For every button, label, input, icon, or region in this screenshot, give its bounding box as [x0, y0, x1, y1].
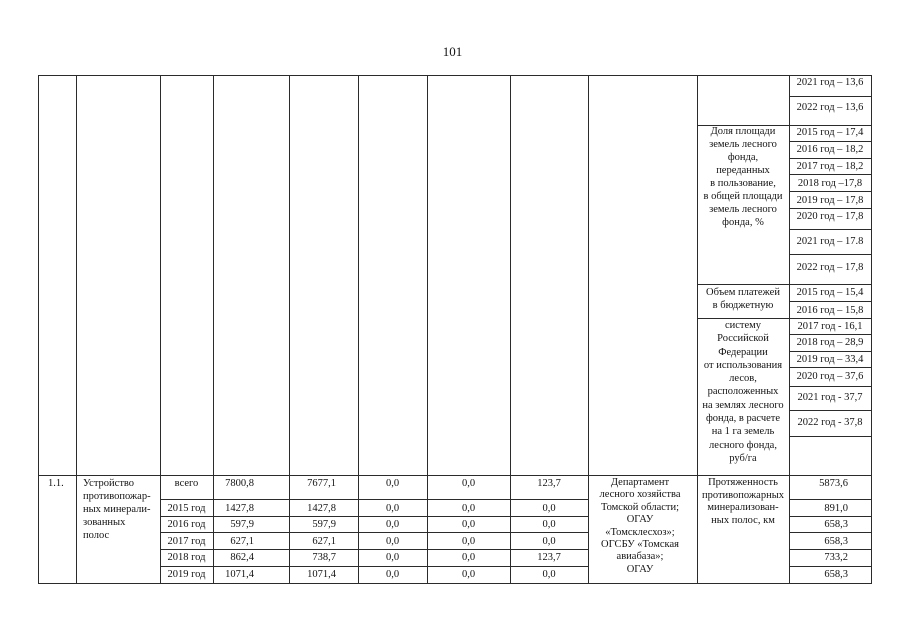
indicator-value: 2019 год – 33,4	[796, 354, 864, 365]
table-rule-horizontal	[789, 436, 872, 437]
table-cell-value: 0,0	[385, 503, 400, 514]
table-rule-horizontal	[160, 566, 589, 567]
table-rule-horizontal	[160, 532, 589, 533]
indicator-value: 2021 год - 37,7	[797, 392, 863, 403]
table-rule-horizontal	[789, 254, 872, 255]
table-cell-value: 0,0	[542, 519, 556, 530]
indicator-value: 2019 год – 17,8	[796, 195, 864, 206]
table-rule-horizontal	[789, 516, 872, 517]
measure-executors: Департамент лесного хозяйства Томской области; ОГАУ «Томсклесхоз»; ОГСБУ «Томская авиабаза»; ОГАУ	[599, 477, 681, 575]
table-cell-value: 597,9	[230, 519, 254, 530]
indicator-value: 2022 год - 37,8	[797, 417, 863, 428]
indicator-value: 2017 год - 16,1	[797, 321, 863, 332]
table-rule-horizontal	[160, 516, 589, 517]
table-cell-value: 0,0	[461, 569, 476, 580]
table-rule-horizontal	[789, 229, 872, 230]
table-cell-result: 5873,6	[819, 478, 848, 489]
measure-indicator: Протяженность противопожарных минерализован- ных полос, км	[701, 477, 785, 527]
table-rule-horizontal	[160, 549, 589, 550]
table-rule-horizontal	[789, 96, 872, 97]
table-rule-vertical	[76, 75, 77, 584]
table-rule-horizontal	[789, 532, 872, 533]
indicator-value: 2018 год – 28,9	[796, 337, 864, 348]
page-number: 101	[442, 44, 463, 59]
table-rule-horizontal	[789, 174, 872, 175]
table-rule-horizontal	[789, 334, 872, 335]
table-cell-period: всего	[174, 478, 199, 489]
table-cell-value: 738,7	[312, 552, 336, 563]
table-cell-period: 2017 год	[167, 536, 206, 547]
table-rule-horizontal	[38, 75, 872, 76]
indicator-label: Объем платежей в бюджетную	[706, 287, 780, 311]
table-rule-horizontal	[789, 208, 872, 209]
table-cell-value: 123,7	[537, 552, 561, 563]
table-rule-horizontal	[789, 566, 872, 567]
table-cell-value: 0,0	[461, 503, 476, 514]
table-rule-horizontal	[789, 410, 872, 411]
table-cell-value: 7677,1	[307, 478, 336, 489]
table-cell-value: 0,0	[385, 478, 400, 489]
table-cell-value: 1427,8	[225, 503, 254, 514]
indicator-value: 2021 год – 17.8	[796, 236, 864, 247]
table-cell-value: 0,0	[461, 536, 476, 547]
table-cell-value: 123,7	[537, 478, 561, 489]
indicator-value: 2018 год –17,8	[797, 178, 863, 189]
table-cell-result: 891,0	[824, 503, 848, 514]
table-rule-horizontal	[789, 499, 872, 500]
table-cell-period: 2016 год	[167, 519, 206, 530]
table-rule-horizontal	[697, 284, 872, 285]
indicator-value: 2022 год – 17,8	[796, 262, 864, 273]
table-rule-horizontal	[789, 367, 872, 368]
table-cell-value: 0,0	[542, 503, 556, 514]
table-cell-value: 0,0	[461, 519, 476, 530]
table-cell-result: 658,3	[824, 519, 848, 530]
measure-name: Устройство противопожар- ных минерали- зованных полос	[83, 478, 151, 541]
table-cell-value: 627,1	[230, 536, 254, 547]
table-cell-value: 7800,8	[225, 478, 254, 489]
table-cell-result: 733,2	[824, 552, 848, 563]
table-cell-value: 0,0	[542, 569, 556, 580]
table-cell-period: 2018 год	[167, 552, 206, 563]
table-cell-value: 0,0	[461, 478, 476, 489]
table-cell-value: 0,0	[385, 519, 400, 530]
table-rule-horizontal	[789, 191, 872, 192]
table-cell-value: 862,4	[230, 552, 254, 563]
indicator-value: 2021 год – 13,6	[796, 77, 864, 88]
table-cell-period: 2019 год	[167, 569, 206, 580]
table-rule-horizontal	[789, 386, 872, 387]
indicator-value: 2020 год – 17,8	[796, 211, 864, 222]
table-rule-horizontal	[789, 351, 872, 352]
table-rule-vertical	[38, 75, 39, 584]
table-cell-value: 0,0	[461, 552, 476, 563]
table-cell-value: 597,9	[312, 519, 336, 530]
table-rule-horizontal	[160, 499, 589, 500]
table-cell-value: 1427,8	[307, 503, 336, 514]
table-rule-horizontal	[38, 583, 872, 584]
table-cell-value: 0,0	[385, 552, 400, 563]
table-cell-value: 0,0	[385, 569, 400, 580]
table-cell-value: 627,1	[312, 536, 336, 547]
indicator-value: 2016 год – 18,2	[796, 144, 864, 155]
table-rule-horizontal	[789, 158, 872, 159]
table-rule-horizontal	[789, 301, 872, 302]
table-cell-period: 2015 год	[167, 503, 206, 514]
table-rule-horizontal	[38, 475, 872, 476]
table-rule-horizontal	[789, 549, 872, 550]
indicator-value: 2015 год – 17,4	[796, 127, 864, 138]
table-cell-value: 0,0	[542, 536, 556, 547]
indicator-value: 2022 год – 13,6	[796, 102, 864, 113]
table-rule-vertical	[871, 75, 872, 584]
table-cell-result: 658,3	[824, 536, 848, 547]
table-rule-horizontal	[789, 141, 872, 142]
table-cell-value: 1071,4	[307, 569, 336, 580]
table-cell-value: 1071,4	[225, 569, 254, 580]
indicator-value: 2020 год – 37,6	[796, 371, 864, 382]
indicator-value: 2017 год – 18,2	[796, 161, 864, 172]
indicator-value: 2015 год – 15,4	[796, 287, 864, 298]
indicator-label: систему Российской Федерации от использования лесов, расположенных на землях лесного фонда, в расчете на 1 га земель лесного фонда, руб/га	[702, 320, 784, 464]
measure-number: 1.1.	[48, 478, 64, 489]
table-cell-result: 658,3	[824, 569, 848, 580]
indicator-value: 2016 год – 15,8	[796, 305, 864, 316]
indicator-label: Доля площади земель лесного фонда, переданных в пользование, в общей площади земель лесного фонда, %	[703, 126, 783, 228]
table-cell-value: 0,0	[385, 536, 400, 547]
